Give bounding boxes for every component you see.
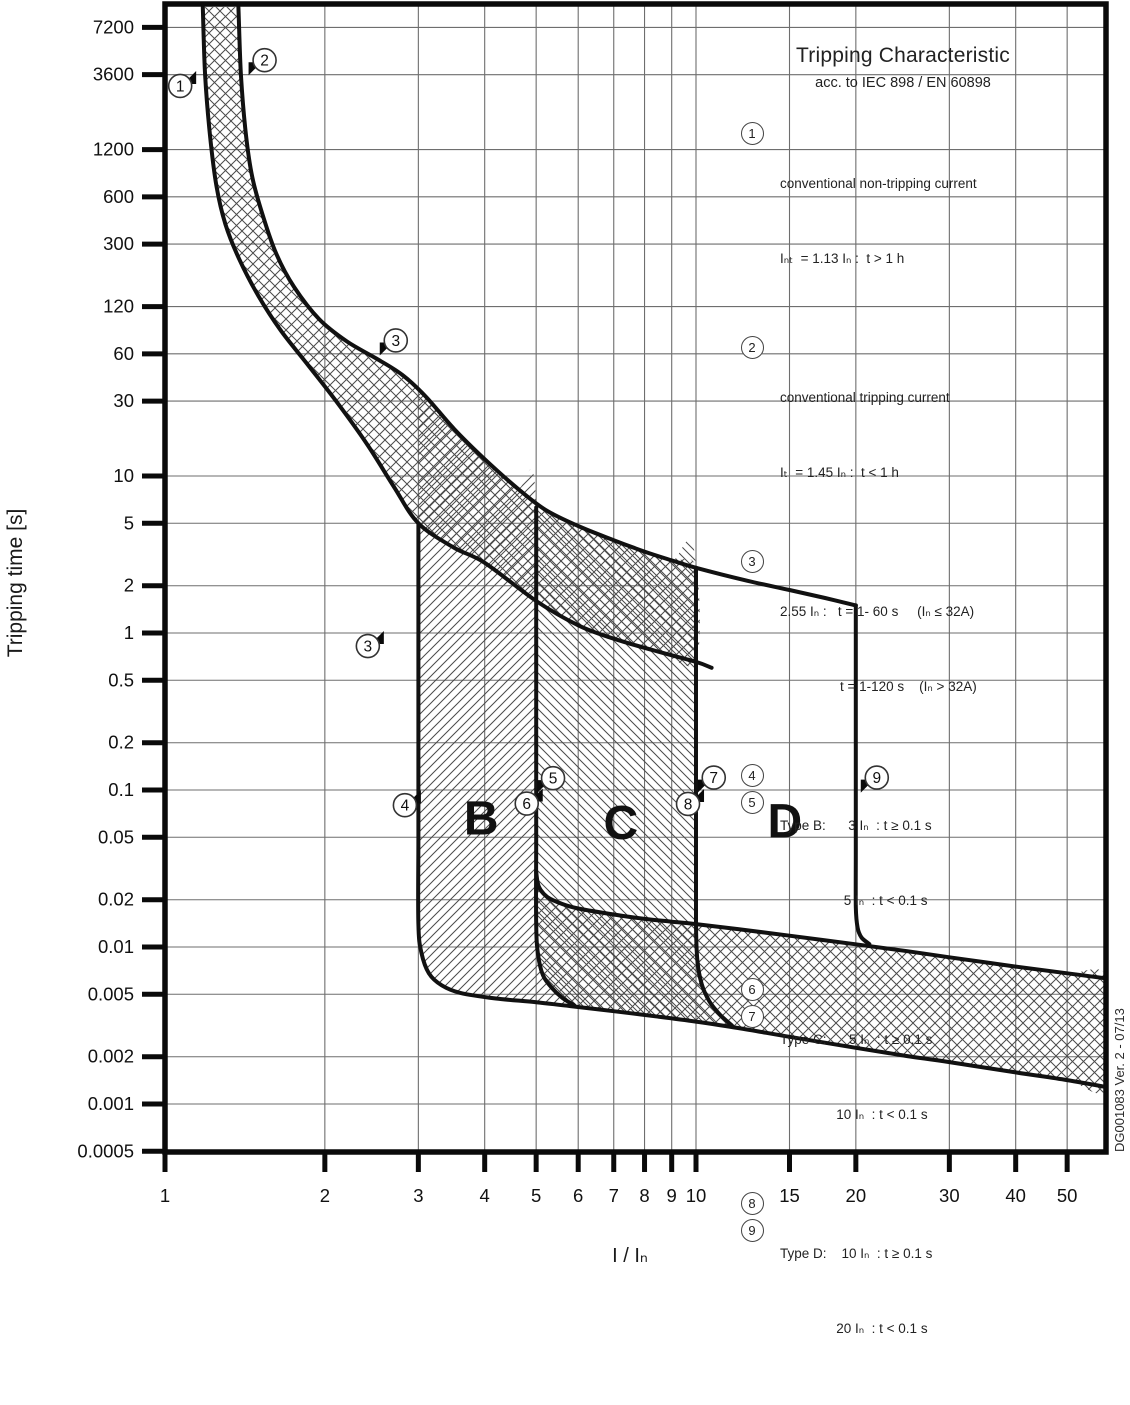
y-tick-label: 5 bbox=[123, 512, 134, 534]
x-tick-label: 7 bbox=[608, 1185, 619, 1206]
legend-formula: t = 1-120 s (Iₙ > 32A) bbox=[780, 679, 977, 694]
x-axis-title: I / Iₙ bbox=[612, 1245, 648, 1267]
x-tick-label: 8 bbox=[639, 1185, 650, 1206]
marker-number: 3 bbox=[391, 332, 401, 350]
legend-formula: Type B: 3 Iₙ : t ≥ 0.1 s bbox=[780, 818, 932, 833]
x-tick-label: 15 bbox=[779, 1185, 800, 1206]
legend-num-2: 2 bbox=[741, 336, 764, 359]
legend-num-1: 1 bbox=[741, 122, 764, 145]
legend-num-4: 4 bbox=[741, 764, 764, 787]
marker-number: 8 bbox=[683, 796, 693, 814]
region-label-d: D bbox=[767, 795, 803, 849]
legend-formula: Type C: 5 Iₙ : t ≥ 0.1 s bbox=[780, 1032, 933, 1047]
y-tick-label: 600 bbox=[103, 185, 134, 207]
legend-num-3: 3 bbox=[741, 550, 764, 573]
legend-formula: Iₜ = 1.45 Iₙ : t < 1 h bbox=[780, 465, 899, 480]
y-tick-label: 0.005 bbox=[87, 983, 134, 1005]
legend-num-5: 5 bbox=[741, 791, 764, 814]
y-tick-label: 0.01 bbox=[97, 936, 134, 957]
y-tick-label: 0.001 bbox=[87, 1093, 134, 1114]
marker-number: 1 bbox=[175, 78, 185, 96]
y-tick-label: 120 bbox=[103, 295, 134, 317]
marker-number: 6 bbox=[522, 796, 532, 814]
y-tick-label: 1 bbox=[123, 622, 134, 643]
legend-formula: 20 Iₙ : t < 0.1 s bbox=[780, 1321, 928, 1336]
legend-formula: Type D: 10 Iₙ : t ≥ 0.1 s bbox=[780, 1246, 933, 1261]
y-tick-label: 0.2 bbox=[108, 731, 134, 753]
y-tick-label: 300 bbox=[103, 233, 134, 255]
legend-num-6: 6 bbox=[741, 978, 764, 1001]
marker-number: 9 bbox=[872, 770, 882, 788]
legend-text: conventional non-tripping current bbox=[780, 176, 977, 191]
marker-number: 4 bbox=[400, 797, 410, 815]
legend-text: conventional tripping current bbox=[780, 390, 950, 405]
legend-num-7: 7 bbox=[741, 1005, 764, 1028]
y-tick-label: 10 bbox=[113, 465, 134, 486]
y-tick-label: 0.0005 bbox=[77, 1140, 134, 1162]
x-tick-label: 10 bbox=[685, 1185, 707, 1206]
x-tick-label: 2 bbox=[319, 1185, 330, 1206]
chart-subtitle: acc. to IEC 898 / EN 60898 bbox=[815, 75, 991, 91]
y-tick-label: 0.002 bbox=[87, 1045, 134, 1067]
x-tick-label: 30 bbox=[939, 1185, 960, 1206]
y-tick-label: 0.05 bbox=[97, 826, 134, 848]
x-tick-label: 20 bbox=[845, 1185, 867, 1206]
x-tick-label: 4 bbox=[479, 1185, 490, 1206]
region-label-b: B bbox=[463, 792, 499, 846]
x-tick-label: 50 bbox=[1056, 1185, 1078, 1206]
watermark: DG001083 Ver. 2 - 07/13 bbox=[1112, 1008, 1127, 1152]
y-tick-label: 0.1 bbox=[108, 779, 134, 800]
legend-formula: 2.55 Iₙ : t = 1- 60 s (Iₙ ≤ 32A) bbox=[780, 604, 975, 619]
y-tick-label: 0.5 bbox=[108, 669, 134, 691]
legend-formula: 10 Iₙ : t < 0.1 s bbox=[780, 1107, 928, 1122]
x-tick-label: 9 bbox=[666, 1185, 677, 1206]
y-tick-label: 30 bbox=[113, 390, 134, 412]
legend-num-8: 8 bbox=[741, 1192, 764, 1215]
y-tick-label: 7200 bbox=[92, 16, 134, 38]
x-tick-label: 40 bbox=[1005, 1185, 1026, 1206]
x-tick-label: 6 bbox=[573, 1185, 584, 1206]
chart-title: Tripping Characteristic bbox=[796, 44, 1010, 67]
x-tick-label: 5 bbox=[531, 1185, 542, 1206]
region-label-c: C bbox=[603, 797, 639, 851]
y-tick-label: 60 bbox=[113, 342, 134, 364]
legend-num-9: 9 bbox=[741, 1219, 764, 1242]
y-axis-title: Tripping time [s] bbox=[4, 508, 27, 658]
y-tick-label: 2 bbox=[123, 574, 134, 596]
marker-number: 7 bbox=[709, 770, 719, 788]
x-tick-label: 3 bbox=[413, 1185, 424, 1206]
legend-formula: 5 Iₙ : t < 0.1 s bbox=[780, 893, 928, 908]
marker-number: 5 bbox=[548, 770, 558, 788]
marker-number: 2 bbox=[260, 52, 269, 70]
marker-number: 3 bbox=[363, 638, 373, 656]
y-tick-label: 1200 bbox=[92, 138, 134, 160]
y-tick-label: 0.02 bbox=[97, 888, 134, 910]
x-tick-label: 1 bbox=[159, 1185, 171, 1206]
legend-formula: Iₙₜ = 1.13 Iₙ : t > 1 h bbox=[780, 251, 905, 266]
y-tick-label: 3600 bbox=[92, 63, 134, 85]
